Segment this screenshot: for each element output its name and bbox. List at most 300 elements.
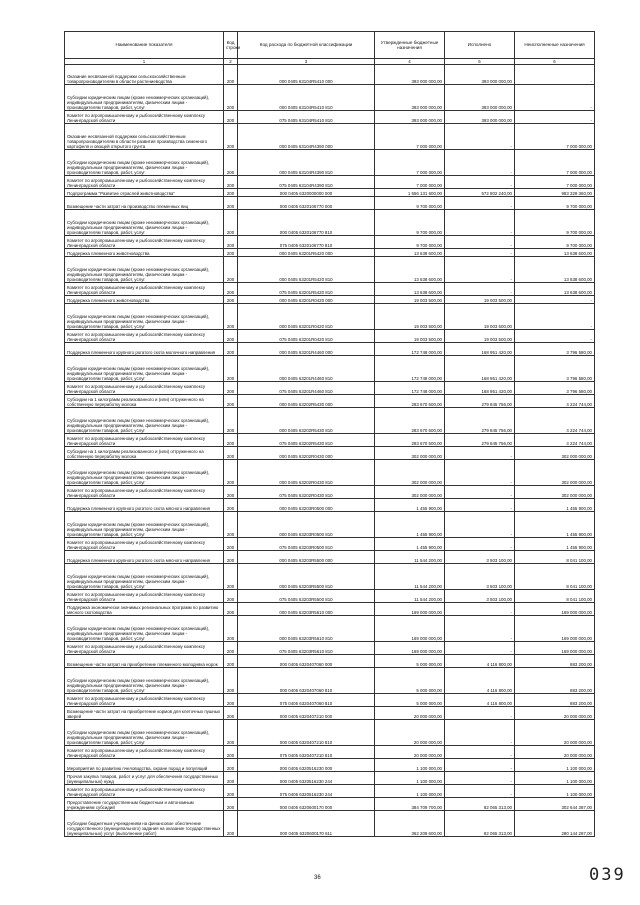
row-executed: - — [445, 460, 515, 486]
row-line-code: 200 — [224, 460, 238, 486]
row-executed: - — [445, 512, 515, 538]
table-row — [65, 551, 595, 564]
row-name: Субсидии юридическим лицам (кроме некоммерческих организаций), индивидуальным предпринимателям, физическим лицам - производителям товаров, работ, услуг — [65, 564, 224, 590]
row-budget-code: 075 0405 6320516230 244 — [238, 785, 375, 798]
row-unexecuted: 1 100 000,00 — [515, 785, 595, 798]
row-name: Субсидии юридическим лицам (кроме некоммерческих организаций), индивидуальным предпринимателям, физическим лицам - производителям товаров, работ, услуг — [65, 356, 224, 382]
row-unexecuted: 4 224 744,00 — [515, 408, 595, 434]
row-line-code: 200 — [224, 655, 238, 668]
row-line-code: 200 — [224, 772, 238, 785]
row-unexecuted: 1 100 000,00 — [515, 759, 595, 772]
row-unexecuted: 9 700 000,00 — [515, 236, 595, 249]
row-budget-code: 000 0405 63201R5420 000 — [238, 249, 375, 257]
row-approved: 19 003 500,00 — [375, 296, 445, 304]
row-executed: - — [445, 236, 515, 249]
row-name: Комитет по агропромышленному и рыбохозяйственному комплексу Ленинградской области — [65, 642, 224, 655]
row-unexecuted: 302 000 000,00 — [515, 486, 595, 499]
row-name: Поддержка племенного крупного рогатого скота молочного направления — [65, 343, 224, 356]
row-budget-code: 000 0405 6320600170 611 — [238, 811, 375, 837]
row-approved: 13 638 600,00 — [375, 283, 445, 296]
table-row — [65, 343, 595, 356]
table-row — [65, 150, 595, 176]
row-line-code: 200 — [224, 590, 238, 603]
row-approved: 20 000 000,00 — [375, 746, 445, 759]
table-row — [65, 694, 595, 707]
row-line-code: 200 — [224, 720, 238, 746]
row-approved: 283 670 500,00 — [375, 434, 445, 447]
table-row — [65, 283, 595, 296]
table-row — [65, 811, 595, 837]
row-name: Комитет по агропромышленному и рыбохозяйственному комплексу Ленинградской области — [65, 382, 224, 395]
row-budget-code: 075 0405 63203R5610 810 — [238, 642, 375, 655]
row-unexecuted: 9 700 000,00 — [515, 210, 595, 236]
table-row — [65, 564, 595, 590]
row-line-code: 200 — [224, 434, 238, 447]
row-line-code: 200 — [224, 642, 238, 655]
row-executed: - — [445, 499, 515, 512]
row-name: Мероприятия по развитию пчеловодства, охране пород и популяций — [65, 759, 224, 772]
row-executed: - — [445, 785, 515, 798]
row-approved: 7 000 000,00 — [375, 150, 445, 176]
row-budget-code: 075 0405 63203R0500 810 — [238, 538, 375, 551]
row-name: Субсидии юридическим лицам (кроме некоммерческих организаций), индивидуальным предпринимателям, физическим лицам - производителям товаров, работ, услуг — [65, 304, 224, 330]
row-executed: 19 003 500,00 — [445, 330, 515, 343]
row-executed: 279 845 756,00 — [445, 395, 515, 408]
row-line-code: 200 — [224, 257, 238, 283]
row-approved: 393 000 000,00 — [375, 85, 445, 111]
row-budget-code: 000 0405 63203R5610 810 — [238, 616, 375, 642]
row-name: Субсидии юридическим лицам (кроме некоммерческих организаций), индивидуальным предпринимателям, физическим лицам - производителям товаров, работ, услуг — [65, 616, 224, 642]
row-budget-code: 000 0405 6320516230 244 — [238, 772, 375, 785]
row-budget-code: 000 0405 63104R4390 000 — [238, 124, 375, 150]
row-unexecuted: 8 041 100,00 — [515, 564, 595, 590]
row-executed: 393 000 000,00 — [445, 85, 515, 111]
header-budget-code: Код расхода по бюджетной классификации — [238, 32, 375, 59]
row-approved: 7 000 000,00 — [375, 176, 445, 189]
row-name: Субсидии на 1 килограмм реализованного и (или) отгруженного на собственную переработку молока — [65, 447, 224, 460]
row-name: Субсидии бюджетным учреждениям на финансовое обеспечение государственного (муниципального) задания на оказание государственных (муниципальных) услуг (выполнение работ) — [65, 811, 224, 837]
row-line-code: 200 — [224, 785, 238, 798]
row-budget-code: 000 0405 63202R0430 810 — [238, 460, 375, 486]
row-budget-code: 075 0405 63104R5410 810 — [238, 111, 375, 124]
column-index: 2 — [224, 59, 238, 65]
row-unexecuted: 3 796 580,00 — [515, 343, 595, 356]
row-executed: 3 503 100,00 — [445, 551, 515, 564]
row-line-code: 200 — [224, 668, 238, 694]
row-executed: - — [445, 249, 515, 257]
row-approved: 13 638 600,00 — [375, 257, 445, 283]
row-executed: - — [445, 759, 515, 772]
row-name: Поддержка экономически значимых региональных программ по развитию мясного скотоводства — [65, 603, 224, 616]
row-budget-code: 075 0405 6320407060 810 — [238, 694, 375, 707]
row-approved: 5 000 000,00 — [375, 694, 445, 707]
row-approved: 11 544 200,00 — [375, 564, 445, 590]
row-line-code: 200 — [224, 85, 238, 111]
row-unexecuted: 302 644 387,00 — [515, 798, 595, 811]
row-budget-code: 000 0405 6320600170 000 — [238, 798, 375, 811]
header-executed: Исполнено — [445, 32, 515, 59]
row-unexecuted: - — [515, 65, 595, 85]
row-budget-code: 000 0405 6320106770 000 — [238, 197, 375, 210]
row-name: Подпрограмма "Развитие отраслей животноводства" — [65, 189, 224, 197]
table-row — [65, 176, 595, 189]
row-name: Субсидии юридическим лицам (кроме некоммерческих организаций), индивидуальным предпринимателям, физическим лицам - производителям товаров, работ, услуг — [65, 720, 224, 746]
table-row — [65, 304, 595, 330]
report-sheet — [64, 31, 594, 837]
table-row — [65, 785, 595, 798]
row-unexecuted: 20 000 000,00 — [515, 707, 595, 720]
table-row — [65, 189, 595, 197]
row-executed: - — [445, 150, 515, 176]
table-row — [65, 197, 595, 210]
row-name: Комитет по агропромышленному и рыбохозяйственному комплексу Ленинградской области — [65, 111, 224, 124]
row-executed: - — [445, 616, 515, 642]
row-executed: 4 116 800,00 — [445, 694, 515, 707]
column-index: 3 — [238, 59, 375, 65]
row-budget-code: 000 0405 63201R5420 810 — [238, 257, 375, 283]
row-name: Поддержка племенного животноводства — [65, 249, 224, 257]
row-line-code: 200 — [224, 616, 238, 642]
row-unexecuted: - — [515, 304, 595, 330]
row-unexecuted: - — [515, 296, 595, 304]
table-row — [65, 395, 595, 408]
row-line-code: 200 — [224, 150, 238, 176]
row-unexecuted: 13 638 600,00 — [515, 257, 595, 283]
row-executed: 82 065 313,00 — [445, 811, 515, 837]
row-budget-code: 000 0405 6320407210 810 — [238, 720, 375, 746]
row-unexecuted: 169 000 000,00 — [515, 642, 595, 655]
table-row — [65, 249, 595, 257]
table-row — [65, 330, 595, 343]
row-budget-code: 075 0405 63201R0420 810 — [238, 330, 375, 343]
row-approved: 302 000 000,00 — [375, 460, 445, 486]
row-line-code: 200 — [224, 382, 238, 395]
table-row — [65, 759, 595, 772]
row-line-code: 200 — [224, 304, 238, 330]
row-approved: 393 000 000,00 — [375, 65, 445, 85]
row-budget-code: 000 0405 63201R4460 810 — [238, 356, 375, 382]
row-budget-code: 000 0405 63203R0500 000 — [238, 499, 375, 512]
row-line-code: 200 — [224, 759, 238, 772]
row-approved: 11 544 200,00 — [375, 590, 445, 603]
table-row — [65, 720, 595, 746]
row-line-code: 200 — [224, 512, 238, 538]
row-name: Субсидии юридическим лицам (кроме некоммерческих организаций), индивидуальным предпринимателям, физическим лицам - производителям товаров, работ, услуг — [65, 668, 224, 694]
row-unexecuted: 3 796 580,00 — [515, 356, 595, 382]
row-line-code: 200 — [224, 189, 238, 197]
row-line-code: 200 — [224, 176, 238, 189]
table-row — [65, 382, 595, 395]
row-budget-code: 000 0405 63202R5430 000 — [238, 395, 375, 408]
row-unexecuted: 8 041 100,00 — [515, 590, 595, 603]
row-approved: 9 700 000,00 — [375, 197, 445, 210]
row-approved: 384 709 700,00 — [375, 798, 445, 811]
table-body — [65, 65, 595, 837]
row-unexecuted: 9 700 000,00 — [515, 197, 595, 210]
row-unexecuted: 883 200,00 — [515, 655, 595, 668]
row-name: Комитет по агропромышленному и рыбохозяйственному комплексу Ленинградской области — [65, 236, 224, 249]
row-budget-code: 075 0405 63201R4460 810 — [238, 382, 375, 395]
page-stamp: 039 — [589, 865, 626, 885]
table-row — [65, 85, 595, 111]
table-row — [65, 257, 595, 283]
row-unexecuted: 302 000 000,00 — [515, 447, 595, 460]
row-unexecuted: - — [515, 111, 595, 124]
table-row — [65, 65, 595, 85]
row-budget-code: 075 0405 6320106770 810 — [238, 236, 375, 249]
row-name: Комитет по агропромышленному и рыбохозяйственному комплексу Ленинградской области — [65, 176, 224, 189]
row-approved: 283 670 500,00 — [375, 408, 445, 434]
row-unexecuted: 7 000 000,00 — [515, 176, 595, 189]
row-executed: - — [445, 746, 515, 759]
row-approved: 19 003 500,00 — [375, 304, 445, 330]
table-row — [65, 590, 595, 603]
row-unexecuted: 1 455 900,00 — [515, 512, 595, 538]
row-executed: - — [445, 603, 515, 616]
row-executed: - — [445, 257, 515, 283]
row-unexecuted: 1 455 900,00 — [515, 538, 595, 551]
row-line-code: 200 — [224, 343, 238, 356]
row-name: Поддержка племенного животноводства — [65, 296, 224, 304]
row-unexecuted: - — [515, 330, 595, 343]
row-executed: - — [445, 197, 515, 210]
row-budget-code: 075 0405 6320407210 810 — [238, 746, 375, 759]
row-approved: 1 100 000,00 — [375, 785, 445, 798]
table-row — [65, 499, 595, 512]
row-line-code: 200 — [224, 564, 238, 590]
row-line-code: 200 — [224, 811, 238, 837]
row-executed: - — [445, 176, 515, 189]
table-row — [65, 460, 595, 486]
row-name: Оказание несвязанной поддержки сельскохозяйственным товаропроизводителям в области развития производства семенного картофеля и овощей открытого грунта — [65, 124, 224, 150]
row-name: Комитет по агропромышленному и рыбохозяйственному комплексу Ленинградской области — [65, 283, 224, 296]
row-budget-code: 000 0405 63201R0420 810 — [238, 304, 375, 330]
table-row — [65, 486, 595, 499]
row-budget-code: 000 0405 6320407060 000 — [238, 655, 375, 668]
row-unexecuted: 280 144 287,00 — [515, 811, 595, 837]
row-executed: - — [445, 447, 515, 460]
row-approved: 302 000 000,00 — [375, 486, 445, 499]
row-approved: 1 556 131 600,00 — [375, 189, 445, 197]
row-executed: 168 951 420,00 — [445, 343, 515, 356]
table-row — [65, 798, 595, 811]
row-unexecuted: 4 224 744,00 — [515, 434, 595, 447]
row-budget-code: 000 0405 63203R5500 810 — [238, 564, 375, 590]
row-executed: 19 003 500,00 — [445, 304, 515, 330]
row-name: Комитет по агропромышленному и рыбохозяйственному комплексу Ленинградской области — [65, 746, 224, 759]
row-line-code: 200 — [224, 746, 238, 759]
table-row — [65, 447, 595, 460]
row-name: Возмещение части затрат на приобретение племенного молодняка норок — [65, 655, 224, 668]
row-line-code: 200 — [224, 356, 238, 382]
row-line-code: 200 — [224, 283, 238, 296]
table-row — [65, 746, 595, 759]
row-approved: 302 000 000,00 — [375, 447, 445, 460]
row-name: Возмещение части затрат на приобретение кормов для клеточных пушных зверей — [65, 707, 224, 720]
row-budget-code: 075 0405 63203R5500 810 — [238, 590, 375, 603]
row-executed: 4 116 800,00 — [445, 668, 515, 694]
row-unexecuted: 3 796 580,00 — [515, 382, 595, 395]
table-row — [65, 356, 595, 382]
row-unexecuted: 13 638 600,00 — [515, 283, 595, 296]
row-unexecuted: 8 041 100,00 — [515, 551, 595, 564]
row-unexecuted: 883 200,00 — [515, 694, 595, 707]
row-executed: - — [445, 486, 515, 499]
row-unexecuted: 20 000 000,00 — [515, 720, 595, 746]
row-executed: - — [445, 538, 515, 551]
row-line-code: 200 — [224, 197, 238, 210]
row-name: Субсидии юридическим лицам (кроме некоммерческих организаций), индивидуальным предпринимателям, физическим лицам - производителям товаров, работ, услуг — [65, 210, 224, 236]
row-budget-code: 000 0405 63203R0500 810 — [238, 512, 375, 538]
row-unexecuted: 169 000 000,00 — [515, 616, 595, 642]
row-approved: 283 670 500,00 — [375, 395, 445, 408]
row-approved: 172 748 000,00 — [375, 382, 445, 395]
row-budget-code: 075 0405 63202R5430 810 — [238, 434, 375, 447]
row-executed: 3 503 100,00 — [445, 590, 515, 603]
table-row — [65, 512, 595, 538]
row-approved: 362 209 600,00 — [375, 811, 445, 837]
row-budget-code: 000 0405 63104R5410 810 — [238, 85, 375, 111]
row-line-code: 200 — [224, 296, 238, 304]
row-budget-code: 000 0405 6320407060 810 — [238, 668, 375, 694]
row-unexecuted: 169 000 000,00 — [515, 603, 595, 616]
row-approved: 13 638 600,00 — [375, 249, 445, 257]
row-approved: 5 000 000,00 — [375, 655, 445, 668]
row-approved: 9 700 000,00 — [375, 236, 445, 249]
row-line-code: 200 — [224, 707, 238, 720]
row-name: Комитет по агропромышленному и рыбохозяйственному комплексу Ленинградской области — [65, 538, 224, 551]
row-name: Комитет по агропромышленному и рыбохозяйственному комплексу Ленинградской области — [65, 694, 224, 707]
row-executed: 3 503 100,00 — [445, 564, 515, 590]
row-line-code: 200 — [224, 499, 238, 512]
row-name: Комитет по агропромышленному и рыбохозяйственному комплексу Ленинградской области — [65, 330, 224, 343]
row-approved: 169 000 000,00 — [375, 616, 445, 642]
row-budget-code: 075 0405 63104R4390 810 — [238, 176, 375, 189]
row-unexecuted: 7 000 000,00 — [515, 124, 595, 150]
column-index: 6 — [515, 59, 595, 65]
row-line-code: 200 — [224, 65, 238, 85]
row-unexecuted: - — [515, 85, 595, 111]
row-executed: 572 802 240,00 — [445, 189, 515, 197]
table-row — [65, 707, 595, 720]
header-approved: Утвержденные бюджетные назначения — [375, 32, 445, 59]
row-name: Комитет по агропромышленному и рыбохозяйственному комплексу Ленинградской области — [65, 486, 224, 499]
row-name: Прочая закупка товаров, работ и услуг для обеспечения государственных (муниципальных) нужд — [65, 772, 224, 785]
row-budget-code: 000 0405 63104R5410 000 — [238, 65, 375, 85]
row-name: Субсидии юридическим лицам (кроме некоммерческих организаций), индивидуальным предпринимателям, физическим лицам - производителям товаров, работ, услуг — [65, 512, 224, 538]
table-row — [65, 236, 595, 249]
row-approved: 1 100 000,00 — [375, 772, 445, 785]
row-approved: 393 000 000,00 — [375, 111, 445, 124]
row-name: Поддержка племенного крупного рогатого скота мясного направления — [65, 551, 224, 564]
row-budget-code: 000 0405 6320106770 810 — [238, 210, 375, 236]
table-row — [65, 603, 595, 616]
row-line-code: 200 — [224, 249, 238, 257]
row-name: Субсидии юридическим лицам (кроме некоммерческих организаций), индивидуальным предпринимателям, физическим лицам - производителям товаров, работ, услуг — [65, 257, 224, 283]
row-line-code: 200 — [224, 694, 238, 707]
header-unexecuted: Неисполненные назначения — [515, 32, 595, 59]
row-unexecuted: 1 100 000,00 — [515, 772, 595, 785]
row-approved: 11 544 200,00 — [375, 551, 445, 564]
row-approved: 169 000 000,00 — [375, 642, 445, 655]
row-unexecuted: 7 000 000,00 — [515, 150, 595, 176]
row-line-code: 200 — [224, 111, 238, 124]
row-approved: 1 455 900,00 — [375, 538, 445, 551]
row-approved: 9 700 000,00 — [375, 210, 445, 236]
row-name: Субсидии на 1 килограмм реализованного и (или) отгруженного на собственную переработку молока — [65, 395, 224, 408]
row-unexecuted: 883 200,00 — [515, 668, 595, 694]
row-name: Субсидии юридическим лицам (кроме некоммерческих организаций), индивидуальным предпринимателям, физическим лицам - производителям товаров, работ, услуг — [65, 150, 224, 176]
column-index: 1 — [65, 59, 224, 65]
row-unexecuted: 13 638 600,00 — [515, 249, 595, 257]
row-approved: 19 003 500,00 — [375, 330, 445, 343]
row-executed: 4 116 800,00 — [445, 655, 515, 668]
row-budget-code: 075 0405 63201R5420 810 — [238, 283, 375, 296]
row-executed: - — [445, 210, 515, 236]
row-name: Поддержка племенного крупного рогатого скота мясного направления — [65, 499, 224, 512]
row-executed: 168 951 420,00 — [445, 382, 515, 395]
row-line-code: 200 — [224, 603, 238, 616]
table-header-row — [65, 32, 595, 59]
row-approved: 20 000 000,00 — [375, 720, 445, 746]
row-name: Комитет по агропромышленному и рыбохозяйственному комплексу Ленинградской области — [65, 434, 224, 447]
row-budget-code: 000 0405 63201R4460 000 — [238, 343, 375, 356]
row-line-code: 200 — [224, 486, 238, 499]
row-budget-code: 000 0405 6320407210 000 — [238, 707, 375, 720]
table-row — [65, 296, 595, 304]
header-name: Наименование показателя — [65, 32, 224, 59]
row-name: Предоставление государственным бюджетным и автономным учреждениям субсидий — [65, 798, 224, 811]
row-approved: 172 748 000,00 — [375, 343, 445, 356]
row-unexecuted: 4 224 744,00 — [515, 395, 595, 408]
row-approved: 5 000 000,00 — [375, 668, 445, 694]
table-row — [65, 124, 595, 150]
row-budget-code: 000 0405 6320000000 000 — [238, 189, 375, 197]
row-executed: - — [445, 772, 515, 785]
row-approved: 20 000 000,00 — [375, 707, 445, 720]
row-executed: - — [445, 124, 515, 150]
row-name: Возмещение части затрат на производство племенных яиц — [65, 197, 224, 210]
row-budget-code: 000 0405 6320516230 000 — [238, 759, 375, 772]
row-executed: 279 845 756,00 — [445, 408, 515, 434]
row-approved: 1 455 900,00 — [375, 512, 445, 538]
row-line-code: 200 — [224, 447, 238, 460]
row-budget-code: 000 0405 63104R4390 810 — [238, 150, 375, 176]
row-name: Комитет по агропромышленному и рыбохозяйственному комплексу Ленинградской области — [65, 590, 224, 603]
table-row — [65, 772, 595, 785]
row-name: Оказание несвязанной поддержки сельскохозяйственным товаропроизводителям в области растениеводства — [65, 65, 224, 85]
row-budget-code: 000 0405 63201R0420 000 — [238, 296, 375, 304]
row-approved: 1 100 000,00 — [375, 759, 445, 772]
table-row — [65, 642, 595, 655]
row-line-code: 200 — [224, 395, 238, 408]
row-unexecuted: 983 329 360,00 — [515, 189, 595, 197]
table-row — [65, 616, 595, 642]
row-unexecuted: 302 000 000,00 — [515, 460, 595, 486]
row-line-code: 200 — [224, 551, 238, 564]
row-executed: 19 003 500,00 — [445, 296, 515, 304]
row-name: Комитет по агропромышленному и рыбохозяйственному комплексу Ленинградской области — [65, 785, 224, 798]
row-name: Субсидии юридическим лицам (кроме некоммерческих организаций), индивидуальным предпринимателям, физическим лицам - производителям товаров, работ, услуг — [65, 460, 224, 486]
row-approved: 169 000 000,00 — [375, 603, 445, 616]
header-code-line: Код строки — [224, 32, 238, 59]
row-executed: - — [445, 720, 515, 746]
row-budget-code: 000 0405 63203R5500 000 — [238, 551, 375, 564]
row-line-code: 200 — [224, 210, 238, 236]
row-line-code: 200 — [224, 538, 238, 551]
row-name: Субсидии юридическим лицам (кроме некоммерческих организаций), индивидуальным предпринимателям, физическим лицам - производителям товаров, работ, услуг — [65, 85, 224, 111]
row-executed: 393 000 000,00 — [445, 111, 515, 124]
